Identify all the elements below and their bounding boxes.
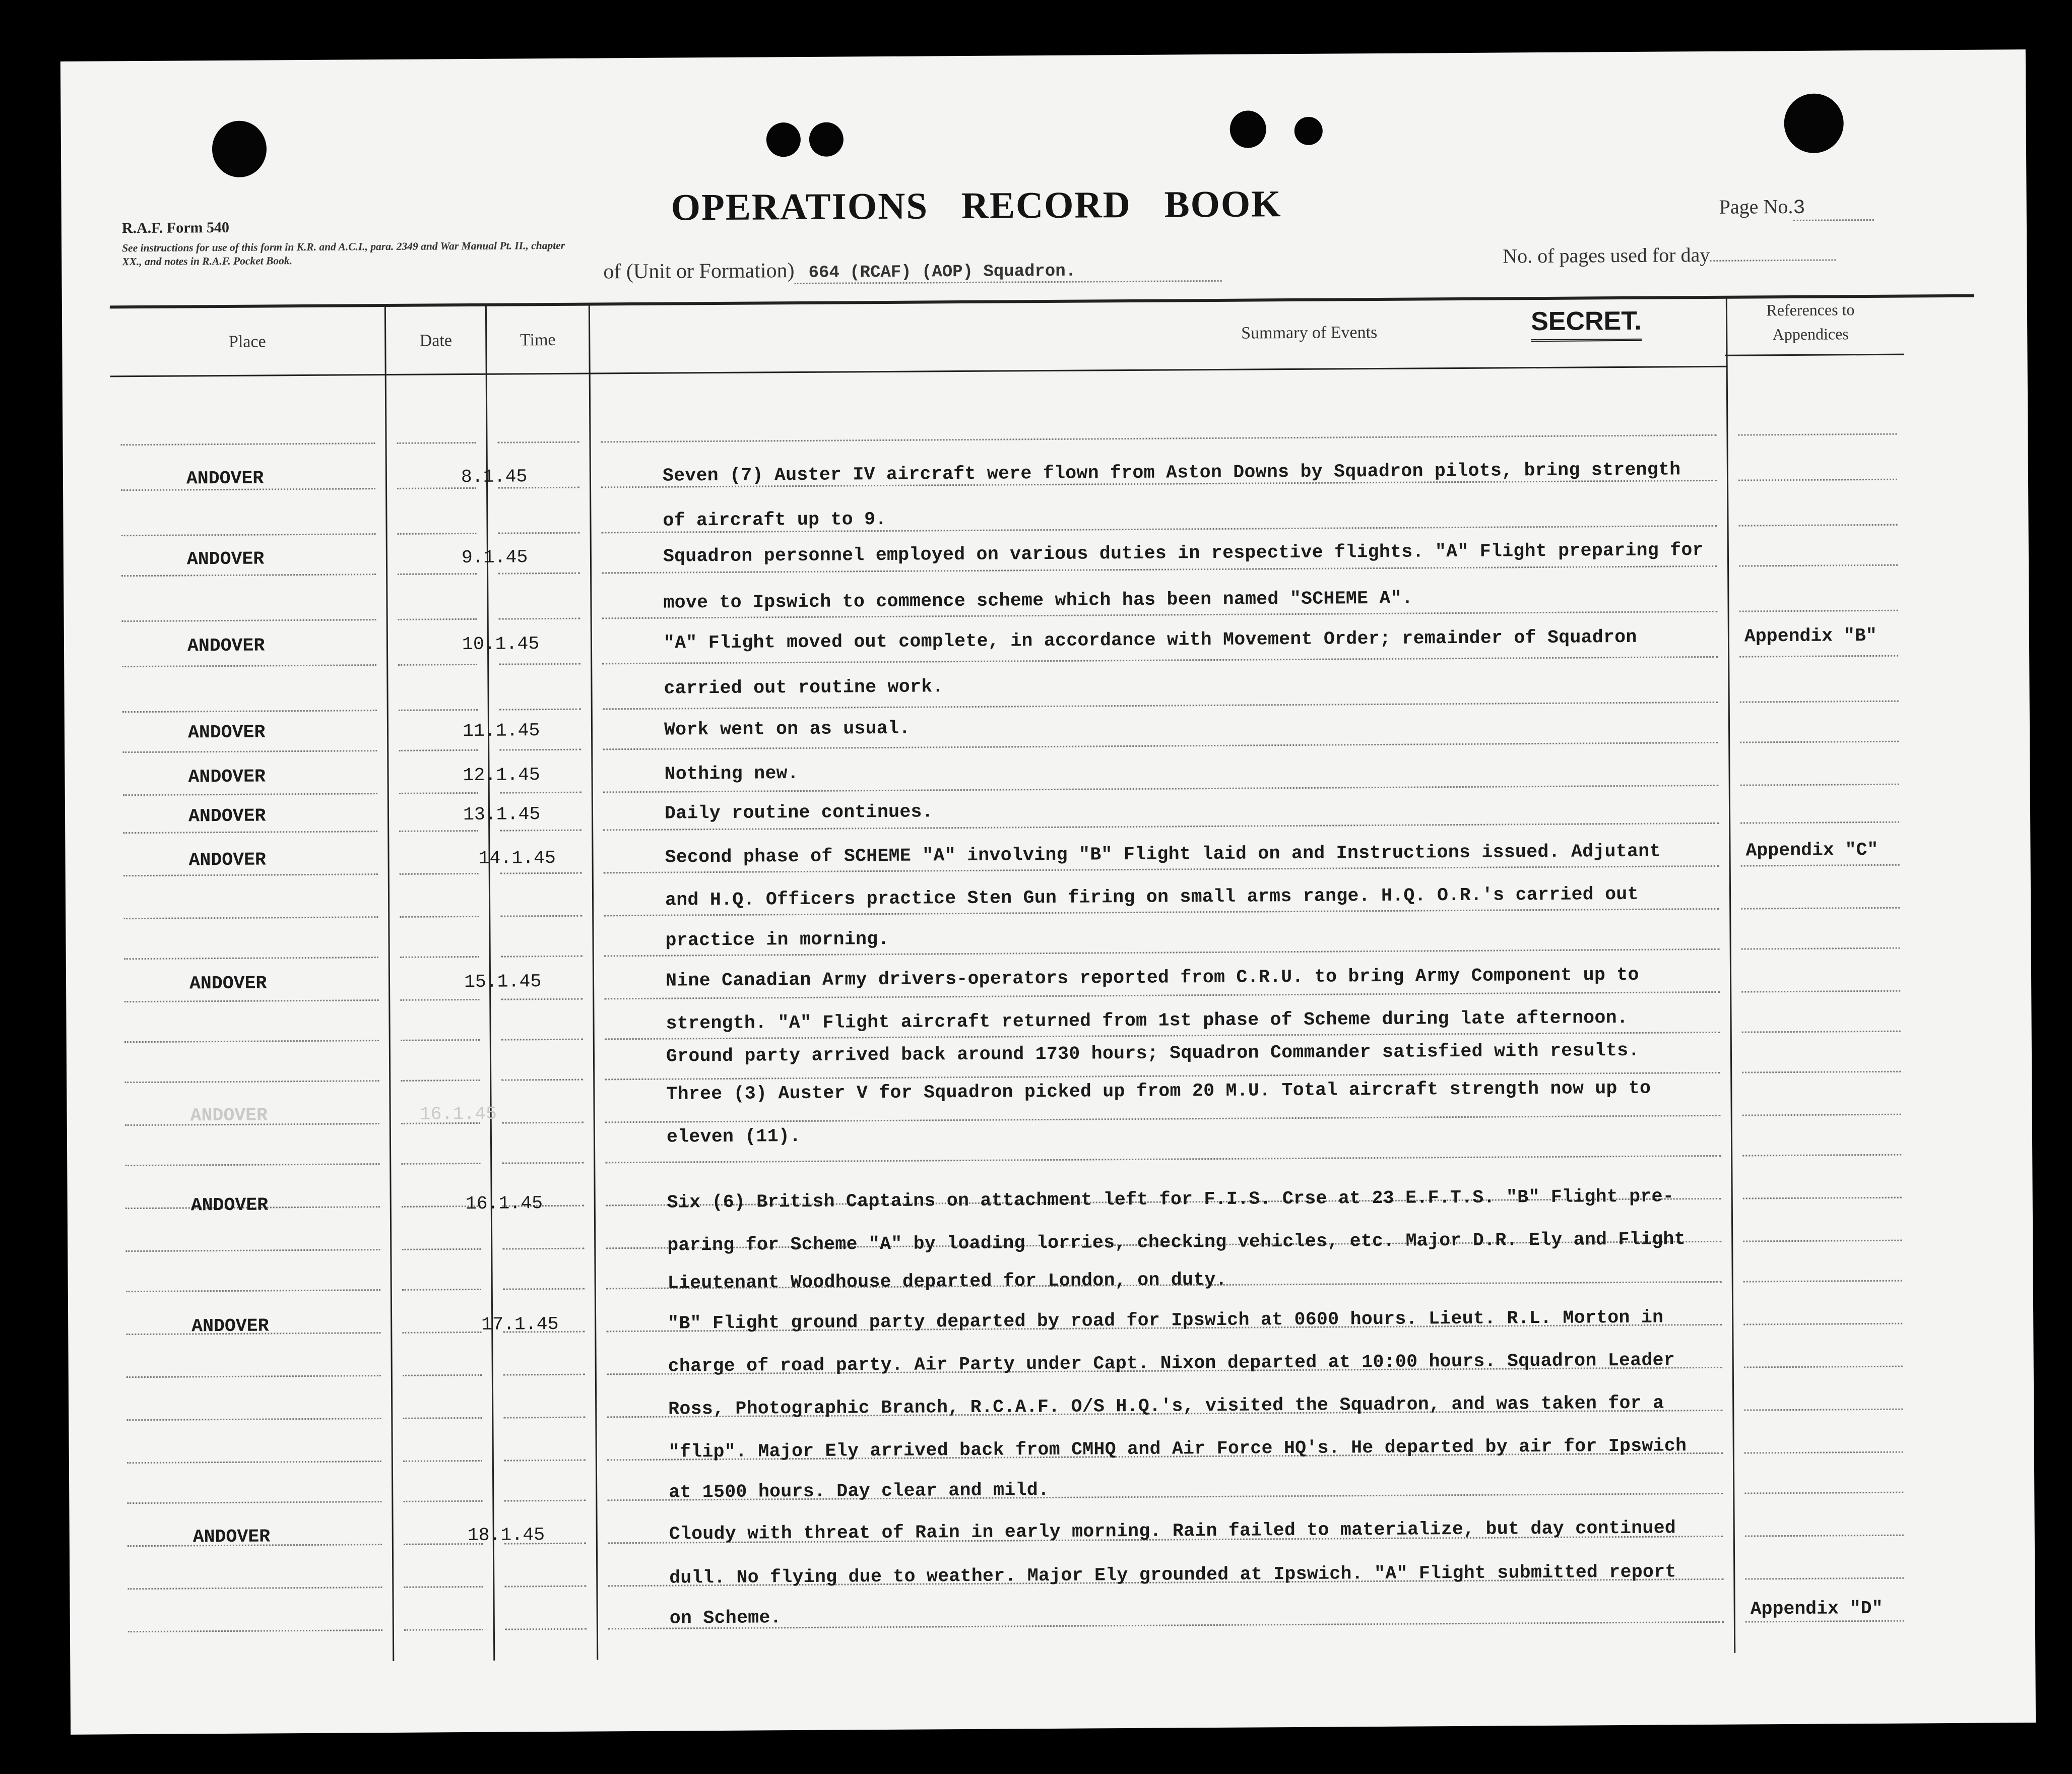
ruled-line bbox=[126, 1418, 381, 1421]
ruled-line bbox=[498, 532, 580, 534]
entry-summary-line: and H.Q. Officers practice Sten Gun firing on small arms range. H.Q. O.R.'s carried out bbox=[665, 883, 1639, 911]
ruled-line bbox=[603, 702, 1718, 710]
ruled-line bbox=[404, 1586, 483, 1588]
form-instructions: See instructions for use of this form in K.R. and A.C.I., para. 2349 and War Manual Pt. II., chapter XX., and notes in R.A.F. Pocket Book. bbox=[122, 239, 565, 268]
entry-date: 11.1.45 bbox=[462, 720, 540, 742]
entry-date: 15.1.45 bbox=[464, 971, 542, 993]
page-title: OPERATIONS RECORD BOOK bbox=[671, 183, 1282, 229]
entry-summary-line: at 1500 hours. Day clear and mild. bbox=[669, 1480, 1050, 1503]
entry-summary-line: move to Ipswich to commence scheme which has been named "SCHEME A". bbox=[663, 588, 1413, 613]
page-number-value: 3 bbox=[1793, 197, 1873, 221]
entry-summary-line: Second phase of SCHEME "A" involving "B" Flight laid on and Instructions issued. Adjutant bbox=[665, 841, 1661, 868]
ruled-line bbox=[124, 1080, 379, 1083]
ruled-line bbox=[402, 1248, 481, 1250]
entry-summary-line: Nothing new. bbox=[664, 763, 799, 785]
entry-place: ANDOVER bbox=[187, 722, 266, 743]
ruled-line bbox=[124, 999, 378, 1002]
ruled-line bbox=[602, 656, 1718, 665]
punch-hole-center-3 bbox=[1230, 110, 1266, 148]
ruled-line bbox=[402, 1332, 481, 1334]
entry-summary-line: Seven (7) Auster IV aircraft were flown from Aston Downs by Squadron pilots, bring strength bbox=[662, 459, 1681, 486]
ruled-line bbox=[601, 434, 1717, 443]
ruled-line bbox=[122, 619, 376, 622]
ruled-line bbox=[501, 1039, 583, 1041]
ruled-line bbox=[1739, 610, 1898, 612]
ruled-line bbox=[1740, 821, 1899, 824]
entry-date: 8.1.45 bbox=[461, 466, 528, 488]
entry-place: ANDOVER bbox=[189, 973, 267, 994]
entry-summary-line: strength. "A" Flight aircraft returned from 1st phase of Scheme during late afternoon. bbox=[666, 1007, 1629, 1034]
ruled-line bbox=[403, 1500, 482, 1502]
entry-summary-line: Squadron personnel employed on various duties in respective flights. "A" Flight preparing for bbox=[663, 540, 1704, 567]
ruled-line bbox=[400, 956, 479, 958]
entry-summary-line: on Scheme. bbox=[669, 1607, 782, 1629]
entry-summary-line: Ground party arrived back around 1730 hours; Squadron Commander satisfied with results. bbox=[666, 1040, 1640, 1067]
pages-used-value bbox=[1710, 259, 1836, 262]
ruled-line bbox=[127, 1501, 381, 1504]
ruled-line bbox=[501, 956, 582, 958]
ruled-line bbox=[403, 1374, 482, 1376]
secret-stamp: SECRET. bbox=[1531, 306, 1642, 342]
header-bottom-rule-right bbox=[1725, 354, 1904, 356]
entry-place: ANDOVER bbox=[187, 635, 265, 657]
entry-place: ANDOVER bbox=[191, 1315, 269, 1337]
entry-summary-line: Lieutenant Woodhouse departed for London, on duty. bbox=[667, 1269, 1227, 1294]
ruled-line bbox=[123, 831, 377, 834]
ruled-line bbox=[1739, 564, 1898, 567]
ruled-line bbox=[502, 1248, 584, 1250]
ruled-line bbox=[605, 1115, 1721, 1123]
ruled-line bbox=[1741, 864, 1900, 867]
punch-hole-center-2 bbox=[809, 122, 844, 156]
ruled-line bbox=[1742, 1071, 1901, 1073]
ruled-line bbox=[1744, 1409, 1903, 1411]
ruled-line bbox=[1739, 655, 1898, 658]
ruled-line bbox=[1742, 1154, 1901, 1157]
ruled-line bbox=[499, 663, 580, 665]
page-number bbox=[1719, 194, 1874, 222]
entry-date: 18.1.45 bbox=[467, 1525, 545, 1546]
unit-field bbox=[603, 256, 1221, 285]
ruled-line bbox=[124, 957, 378, 960]
ruled-line bbox=[1742, 1031, 1901, 1033]
ruled-line bbox=[126, 1289, 380, 1292]
ruled-line bbox=[603, 742, 1718, 750]
table-top-rule bbox=[110, 294, 1974, 309]
ruled-line bbox=[402, 1289, 481, 1291]
ruled-line bbox=[503, 1288, 585, 1290]
entry-summary-line: Cloudy with threat of Rain in early morning. Rain failed to materialize, but day continued bbox=[669, 1517, 1676, 1545]
ruled-line bbox=[124, 1040, 379, 1043]
ruled-line bbox=[401, 1080, 480, 1082]
ruled-line bbox=[499, 749, 581, 751]
unit-value: 664 (RCAF) (AOP) Squadron. bbox=[794, 261, 1221, 284]
entry-appendix: Appendix "D" bbox=[1750, 1598, 1883, 1620]
ruled-line bbox=[1740, 701, 1899, 703]
entry-place: ANDOVER bbox=[188, 766, 266, 788]
ruled-line bbox=[1740, 784, 1899, 786]
ruled-lines bbox=[60, 49, 2026, 61]
entry-date: 17.1.45 bbox=[481, 1313, 559, 1335]
ruled-line bbox=[122, 750, 377, 753]
ruled-line bbox=[1741, 990, 1900, 993]
entry-summary-line: "A" Flight moved out complete, in accordance with Movement Order; remainder of Squadron bbox=[663, 626, 1637, 654]
punch-hole-left bbox=[212, 120, 267, 177]
ruled-line bbox=[499, 618, 580, 620]
entry-summary-line: Work went on as usual. bbox=[664, 718, 911, 740]
ruled-line bbox=[503, 1417, 585, 1419]
ruled-line bbox=[1742, 1114, 1901, 1116]
entry-summary-line: of aircraft up to 9. bbox=[663, 509, 887, 531]
ruled-line bbox=[1745, 1577, 1904, 1580]
col-divider-summary bbox=[1726, 297, 1735, 1653]
entry-summary-line: Three (3) Auster V for Squadron picked up from 20 M.U. Total aircraft strength now up to bbox=[666, 1078, 1651, 1105]
ruled-line bbox=[123, 793, 377, 796]
faded-date: 16.1.45 bbox=[419, 1103, 497, 1125]
ruled-line bbox=[1738, 479, 1897, 481]
ruled-line bbox=[400, 999, 479, 1001]
ruled-line bbox=[502, 1122, 584, 1124]
ruled-line bbox=[399, 792, 478, 794]
entry-date: 16.1.45 bbox=[465, 1193, 543, 1215]
ruled-line bbox=[504, 1500, 586, 1502]
entry-summary-line: "B" Flight ground party departed by road for Ipswich at 0600 hours. Lieut. R.L. Morton in bbox=[668, 1307, 1664, 1334]
entry-summary-line: Nine Canadian Army drivers-operators reported from C.R.U. to bring Army Component up to bbox=[665, 964, 1639, 991]
ruled-line bbox=[403, 1460, 482, 1462]
col-header-date: Date bbox=[419, 331, 452, 350]
ruled-line bbox=[500, 830, 581, 832]
ruled-line bbox=[125, 1249, 380, 1252]
ruled-line bbox=[1743, 1240, 1902, 1242]
unit-label: of (Unit or Formation) bbox=[603, 259, 795, 284]
entry-summary-line: carried out routine work. bbox=[664, 676, 944, 699]
ruled-line bbox=[1738, 433, 1897, 436]
ruled-line bbox=[498, 441, 579, 444]
punch-hole-center-4 bbox=[1294, 117, 1323, 145]
entry-date: 9.1.45 bbox=[461, 547, 528, 568]
ruled-line bbox=[502, 1162, 584, 1164]
ruled-line bbox=[404, 1629, 483, 1631]
col-header-summary: Summary of Events bbox=[1241, 323, 1378, 343]
ruled-line bbox=[500, 915, 582, 917]
entry-summary-line: practice in morning. bbox=[665, 928, 889, 951]
ruled-line bbox=[1744, 1366, 1903, 1368]
ruled-line bbox=[128, 1629, 382, 1632]
col-divider-place bbox=[384, 305, 394, 1661]
record-sheet bbox=[60, 49, 2036, 1735]
entry-appendix: Appendix "C" bbox=[1745, 839, 1879, 861]
ruled-line bbox=[500, 792, 581, 794]
entry-date: 14.1.45 bbox=[478, 847, 556, 869]
entry-summary-line: dull. No flying due to weather. Major Ely grounded at Ipswich. "A" Flight submitted report bbox=[669, 1561, 1676, 1589]
entry-place: ANDOVER bbox=[192, 1526, 271, 1548]
entry-summary-line: Daily routine continues. bbox=[664, 801, 934, 824]
ruled-line bbox=[121, 533, 376, 536]
ruled-line bbox=[125, 1163, 379, 1166]
ruled-line bbox=[127, 1587, 382, 1590]
ruled-line bbox=[398, 664, 477, 666]
ruled-line bbox=[1741, 947, 1900, 950]
punch-hole-center-1 bbox=[766, 122, 801, 157]
entry-place: ANDOVER bbox=[186, 548, 265, 570]
ruled-line bbox=[1745, 1620, 1904, 1623]
entry-place: ANDOVER bbox=[188, 805, 266, 827]
header-bottom-rule bbox=[110, 366, 1728, 377]
ruled-line bbox=[603, 785, 1719, 793]
ruled-line bbox=[398, 533, 477, 535]
ruled-line bbox=[122, 710, 377, 713]
entry-place: ANDOVER bbox=[186, 468, 264, 489]
ruled-line bbox=[403, 1417, 482, 1419]
ruled-line bbox=[397, 442, 476, 444]
ruled-line bbox=[121, 574, 376, 577]
ruled-line bbox=[1745, 1535, 1904, 1537]
ruled-line bbox=[121, 442, 375, 446]
ruled-line bbox=[604, 991, 1720, 1000]
ruled-line bbox=[500, 872, 582, 874]
ruled-line bbox=[1743, 1323, 1902, 1325]
page-number-label: Page No. bbox=[1719, 195, 1793, 218]
col-header-place: Place bbox=[228, 332, 266, 351]
ruled-line bbox=[399, 749, 478, 751]
entry-appendix: Appendix "B" bbox=[1744, 625, 1877, 647]
ruled-line bbox=[501, 998, 582, 1000]
ruled-line bbox=[498, 573, 580, 575]
ruled-line bbox=[499, 709, 581, 711]
entry-summary-line: eleven (11). bbox=[666, 1126, 801, 1148]
ruled-line bbox=[605, 1155, 1721, 1164]
ruled-line bbox=[123, 916, 378, 919]
ruled-line bbox=[399, 709, 478, 711]
ruled-line bbox=[398, 618, 477, 620]
entry-summary-line: "flip". Major Ely arrived back from CMHQ and Air Force HQ's. He departed by air for Ipswich bbox=[668, 1435, 1687, 1463]
ruled-line bbox=[505, 1628, 587, 1630]
entry-summary-line: Six (6) British Captains on attachment left for F.I.S. Crse at 23 E.F.T.S. "B" Flight pre- bbox=[667, 1186, 1674, 1213]
ruled-line bbox=[503, 1374, 585, 1376]
ruled-line bbox=[1740, 741, 1899, 743]
ruled-line bbox=[1744, 1451, 1903, 1454]
col-header-time: Time bbox=[520, 330, 556, 350]
entry-summary-line: Ross, Photographic Branch, R.C.A.F. O/S H.Q.'s, visited the Squadron, and was taken for a bbox=[668, 1392, 1664, 1420]
entry-summary-line: charge of road party. Air Party under Capt. Nixon departed at 10:00 hours. Squadron Leader bbox=[668, 1350, 1675, 1377]
ruled-line bbox=[400, 916, 479, 918]
entry-summary-line: paring for Scheme "A" by loading lorries, checking vehicles, etc. Major D.R. Ely and Flight bbox=[667, 1229, 1686, 1256]
pages-used-label: No. of pages used for day bbox=[1503, 243, 1710, 268]
ruled-line bbox=[123, 873, 378, 876]
ruled-line bbox=[401, 1163, 480, 1165]
entry-date: 12.1.45 bbox=[463, 765, 541, 786]
entry-place: ANDOVER bbox=[190, 1194, 269, 1216]
ruled-line bbox=[501, 1079, 583, 1081]
ruled-line bbox=[122, 664, 376, 667]
ruled-line bbox=[1739, 524, 1898, 527]
punch-hole-right bbox=[1784, 93, 1844, 153]
pages-used-field bbox=[1503, 242, 1836, 268]
form-id: R.A.F. Form 540 bbox=[121, 219, 230, 237]
col-divider-time bbox=[589, 304, 598, 1660]
ruled-line bbox=[1743, 1197, 1902, 1199]
ruled-line bbox=[504, 1460, 586, 1462]
ruled-line bbox=[127, 1461, 381, 1464]
ruled-line bbox=[401, 1039, 480, 1041]
ruled-line bbox=[504, 1586, 586, 1588]
entry-date: 10.1.45 bbox=[462, 633, 540, 655]
ruled-line bbox=[399, 830, 478, 832]
col-header-references: References to Appendices bbox=[1766, 300, 1855, 344]
ruled-line bbox=[1741, 907, 1900, 910]
ruled-line bbox=[126, 1375, 381, 1378]
ruled-line bbox=[398, 573, 477, 575]
entry-date: 13.1.45 bbox=[463, 804, 541, 826]
ruled-line bbox=[400, 873, 479, 875]
entry-place: ANDOVER bbox=[188, 849, 267, 871]
ruled-line bbox=[1743, 1280, 1902, 1283]
faded-place: ANDOVER bbox=[190, 1105, 268, 1126]
ruled-line bbox=[1744, 1492, 1903, 1494]
